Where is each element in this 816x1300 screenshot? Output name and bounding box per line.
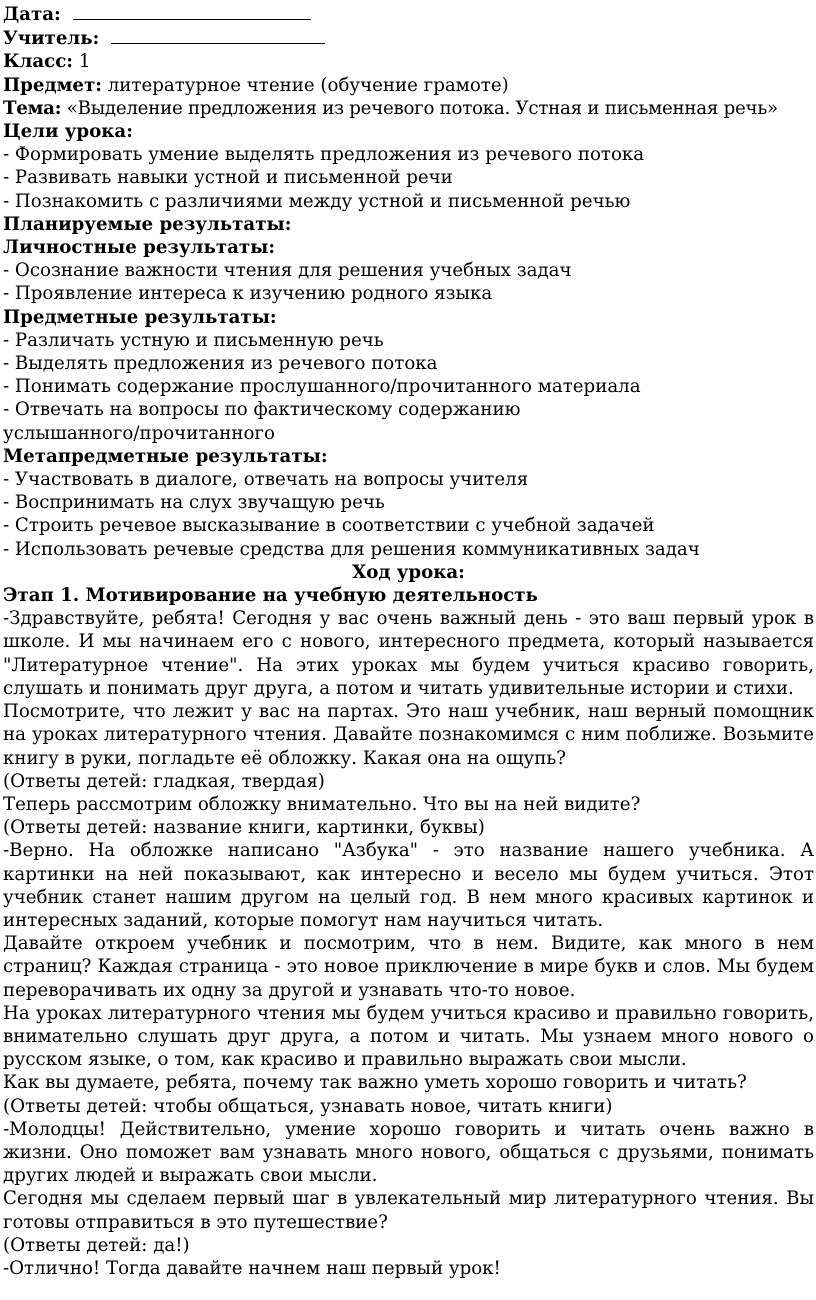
lesson-paragraph: Посмотрите, что лежит у вас на партах. Это наш учебник, наш верный помощник на уроках литературного чтения. Давайте познакомимся с ним поближе. Возьмите книгу в руки, погладьте её обложку. Какая она на ощупь? xyxy=(3,701,814,769)
personal-results-title: Личностные результаты: xyxy=(3,237,276,259)
children-answer: (Ответы детей: чтобы общаться, узнавать новое, читать книги) xyxy=(3,1095,613,1117)
teacher-blank xyxy=(111,26,325,44)
subject-value: литературное чтение (обучение грамоте) xyxy=(107,74,509,96)
meta-result-item: - Использовать речевые средства для решения коммуникативных задач xyxy=(3,538,700,560)
personal-result-item: - Осознание важности чтения для решения учебных задач xyxy=(3,260,572,282)
subject-result-item: - Отвечать на вопросы по фактическому содержанию услышанного/прочитанного xyxy=(3,399,521,444)
personal-result-item: - Проявление интереса к изучению родного языка xyxy=(3,283,493,305)
subject-label: Предмет: xyxy=(3,74,102,96)
class-row xyxy=(3,50,814,73)
children-answer: (Ответы детей: название книги, картинки, буквы) xyxy=(3,817,485,839)
topic-value: «Выделение предложения из речевого потока. Устная и письменная речь» xyxy=(66,97,778,119)
lesson-paragraph: -Здравствуйте, ребята! Сегодня у вас очень важный день - это ваш первый урок в школе. И мы начинаем его с нового, интересного предмета, который называется "Литературное чтение". На этих уроках мы будем учиться красиво говорить, слушать и понимать друг друга, а потом и читать удивительные истории и стихи. xyxy=(3,608,814,699)
subject-row xyxy=(3,74,814,97)
results-title: Планируемые результаты: xyxy=(3,213,292,235)
subject-results-title: Предметные результаты: xyxy=(3,306,277,328)
goal-item: - Формировать умение выделять предложения из речевого потока xyxy=(3,144,645,166)
date-row xyxy=(3,2,814,26)
class-label: Класс: xyxy=(3,51,74,73)
lesson-paragraph: Как вы думаете, ребята, почему так важно уметь хорошо говорить и читать? xyxy=(3,1072,747,1094)
lesson-paragraph: -Молодцы! Действительно, умение хорошо говорить и читать очень важно в жизни. Оно поможет вам узнавать много нового, общаться с друзьями, понимать других людей и выражать свои мысли. xyxy=(3,1118,814,1187)
teacher-label: Учитель: xyxy=(3,28,100,50)
meta-result-item: - Воспринимать на слух звучащую речь xyxy=(3,492,385,514)
lesson-paragraph: Сегодня мы сделаем первый шаг в увлекательный мир литературного чтения. Вы готовы отправиться в это путешествие? xyxy=(3,1188,814,1233)
lesson-paragraph: На уроках литературного чтения мы будем учиться красиво и правильно говорить, внимательно слушать друг друга, а потом и читать. Мы узнаем много нового о русском языке, о том, как красиво и правильно выражать свои мысли. xyxy=(3,1002,814,1071)
stage1-title: Этап 1. Мотивирование на учебную деятельность xyxy=(3,585,538,607)
subject-result-item: - Выделять предложения из речевого потока xyxy=(3,353,438,375)
children-answer: (Ответы детей: гладкая, твердая) xyxy=(3,770,325,792)
teacher-row xyxy=(3,26,814,50)
lesson-paragraph: Давайте откроем учебник и посмотрим, что в нем. Видите, как много в нем страниц? Каждая страница - это новое приключение в мире букв и слов. Мы будем переворачивать их одну за другой и узнавать что-то новое. xyxy=(3,933,814,1001)
date-label: Дата: xyxy=(3,4,61,25)
topic-label: Тема: xyxy=(3,97,62,119)
topic-row xyxy=(3,97,814,120)
subject-result-item: - Различать устную и письменную речь xyxy=(3,329,384,351)
lesson-paragraph: -Отлично! Тогда давайте начнем наш первый урок! xyxy=(3,1257,501,1279)
lesson-paragraph: Теперь рассмотрим обложку внимательно. Что вы на ней видите? xyxy=(3,793,641,815)
class-value: 1 xyxy=(78,51,91,73)
goals-title: Цели урока: xyxy=(3,121,133,143)
lesson-title: Ход урока: xyxy=(352,561,465,583)
goal-item: - Познакомить с различиями между устной и письменной речью xyxy=(3,190,631,212)
date-blank xyxy=(73,2,311,20)
lesson-paragraph: -Верно. На обложке написано "Азбука" - это название нашего учебника. А картинки на ней показывают, как интересно и весело мы будем учиться. Этот учебник станет нашим другом на целый год. В нем много красивых картинок и интересных заданий, которые помогут нам научиться читать. xyxy=(3,840,814,931)
meta-result-item: - Участвовать в диалоге, отвечать на вопросы учителя xyxy=(3,469,529,491)
goal-item: - Развивать навыки устной и письменной речи xyxy=(3,167,453,189)
children-answer: (Ответы детей: да!) xyxy=(3,1234,190,1256)
meta-results-title: Метапредметные результаты: xyxy=(3,445,328,467)
subject-result-item: - Понимать содержание прослушанного/прочитанного материала xyxy=(3,376,641,398)
meta-result-item: - Строить речевое высказывание в соответствии с учебной задачей xyxy=(3,515,655,537)
